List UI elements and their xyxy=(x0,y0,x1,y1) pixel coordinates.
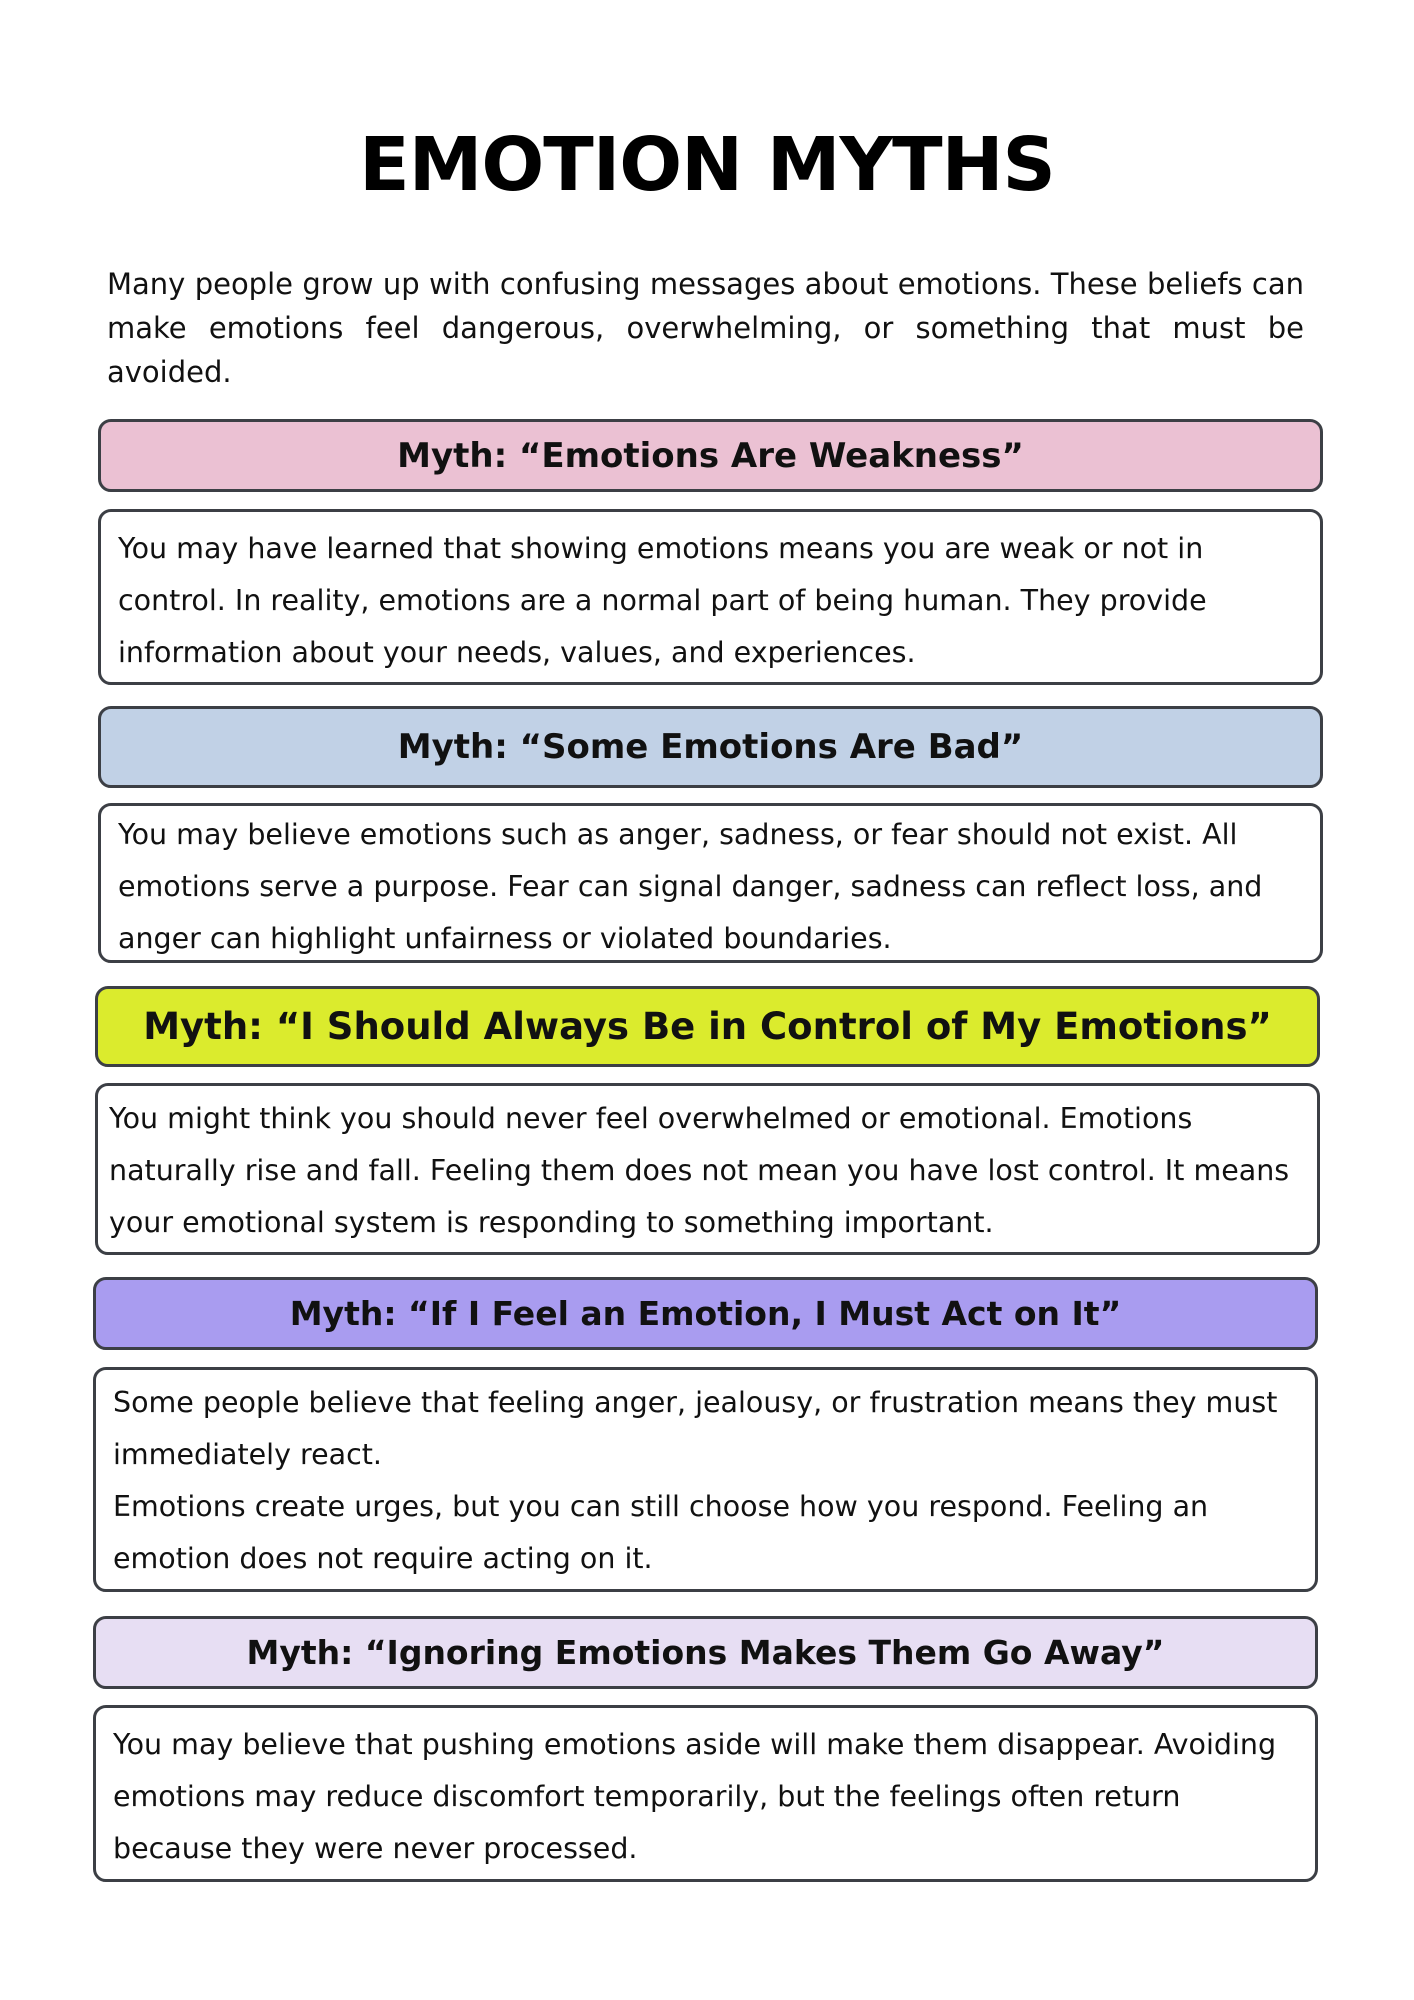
myth-body-must-act-on-emotion: Some people believe that feeling anger, jealousy, or frustration means they must immediately react. Emotions create urges, but you can still choose how you respond. Feeling an emotion does not require acting on it. xyxy=(93,1367,1318,1592)
myth-body-ignoring-emotions: You may believe that pushing emotions aside will make them disappear. Avoiding emotions may reduce discomfort temporarily, but the feelings often return because they were never processed. xyxy=(93,1705,1318,1882)
myth-header-emotions-are-weakness: Myth: “Emotions Are Weakness” xyxy=(98,419,1323,492)
myth-header-ignoring-emotions: Myth: “Ignoring Emotions Makes Them Go Away” xyxy=(93,1616,1318,1689)
myth-header-must-act-on-emotion: Myth: “If I Feel an Emotion, I Must Act on It” xyxy=(93,1277,1318,1350)
myth-header-some-emotions-are-bad: Myth: “Some Emotions Are Bad” xyxy=(98,706,1323,788)
intro-paragraph: Many people grow up with confusing messages about emotions. These beliefs can make emotions feel dangerous, overwhelming, or something that must be avoided. xyxy=(107,267,1304,389)
myth-header-always-in-control: Myth: “I Should Always Be in Control of My Emotions” xyxy=(95,986,1320,1067)
page-title: EMOTION MYTHS xyxy=(359,122,1055,208)
myth-body-some-emotions-are-bad: You may believe emotions such as anger, sadness, or fear should not exist. All emotions serve a purpose. Fear can signal danger, sadness can reflect loss, and anger can highlight unfairness or violated boundaries. xyxy=(98,803,1323,963)
myth-body-emotions-are-weakness: You may have learned that showing emotions means you are weak or not in control. In reality, emotions are a normal part of being human. They provide information about your needs, values, and experiences. xyxy=(98,509,1323,685)
myth-body-always-in-control: You might think you should never feel overwhelmed or emotional. Emotions naturally rise and fall. Feeling them does not mean you have lost control. It means your emotional system is responding to something important. xyxy=(95,1083,1320,1255)
